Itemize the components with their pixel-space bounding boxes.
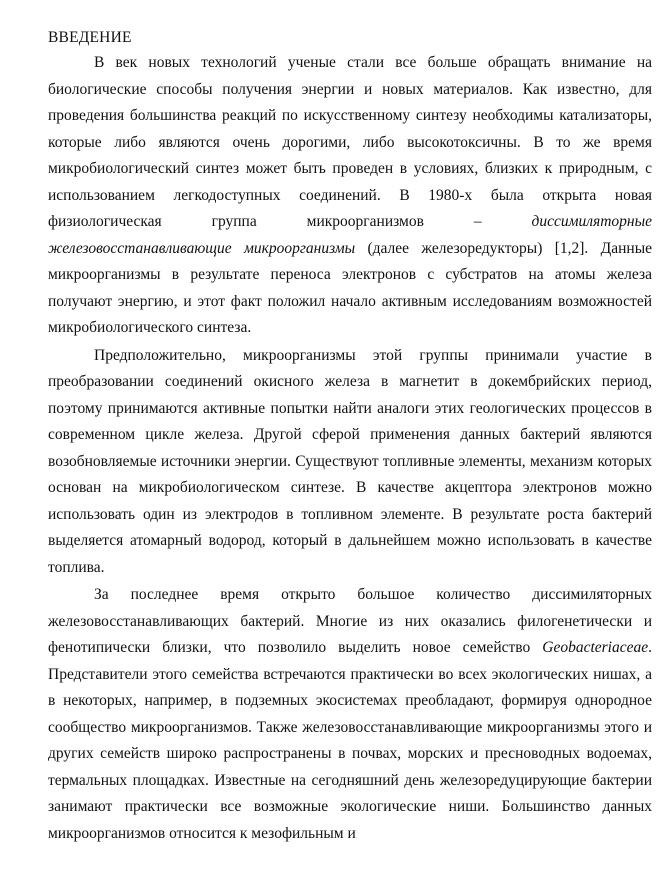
paragraph-3-text-1: За последнее время открыто большое количество диссимиляторных железовосстанавливающих бактерий. Многие из них оказались филогенетически и фенотипически близки, что позволило выделить новое семейство — [48, 586, 652, 656]
paragraph-1-text-1: В век новых технологий ученые стали все больше обращать внимание на биологические способы получения энергии и новых материалов. Как известно, для проведения большинства реакций по искусственному синтезу необходимы катализаторы, которые либо являются очень дорогими, либо высокотоксичны. В то же время микробиологический синтез может быть проведен в условиях, близких к природным, с использованием легкодоступных соединений. В 1980-х была открыта новая физиологическая группа микроорганизмов – — [48, 54, 652, 230]
paragraph-1 — [48, 50, 652, 342]
paragraph-3-italic-family: Geobacteriaceae — [542, 639, 649, 656]
paragraph-3 — [48, 582, 652, 847]
paragraph-2-text-1: Предположительно, микроорганизмы этой группы принимали участие в преобразовании соединений окисного железа в магнетит в докембрийских период, поэтому принимаются активные попытки найти аналоги этих геологических процессов в современном цикле железа. Другой сферой применения данных бактерий являются возобновляемые источники энергии. Существуют топливные элементы, механизм которых основан на микробиологическом синтезе. В качестве акцептора электронов можно использовать один из электродов в топливном элементе. В результате роста бактерий выделяется атомарный водород, который в дальнейшем можно использовать в качестве топлива. — [48, 346, 652, 576]
paragraph-3-text-2: . Представители этого семейства встречаются практически во всех экологических нишах, а в некоторых, например, в подземных экосистемах преобладают, формируя однородное сообщество микроорганизмов. Также железовосстанавливающие микроорганизмы этого и других семейств широко распространены в почвах, морских и пресноводных водоемах, термальных площадках. Известные на сегодняшний день железоредуцирующие бактерии занимают практически все возможные экологические ниши. Большинство данных микроорганизмов относится к мезофильным и — [48, 639, 652, 842]
section-heading: ВВЕДЕНИЕ — [48, 29, 132, 46]
paragraph-2 — [48, 343, 652, 582]
paragraph-1-italic-term: диссимиляторные железовосстанавливающие микроорганизмы — [48, 213, 652, 257]
paragraph-1-text-2: (далее железоредукторы) [1,2]. Данные микроорганизмы в результате переноса электронов с субстратов на атомы железа получают энергию, и этот факт положил начало активным исследованиям возможностей микробиологического синтеза. — [48, 239, 652, 336]
document-page — [48, 26, 652, 847]
